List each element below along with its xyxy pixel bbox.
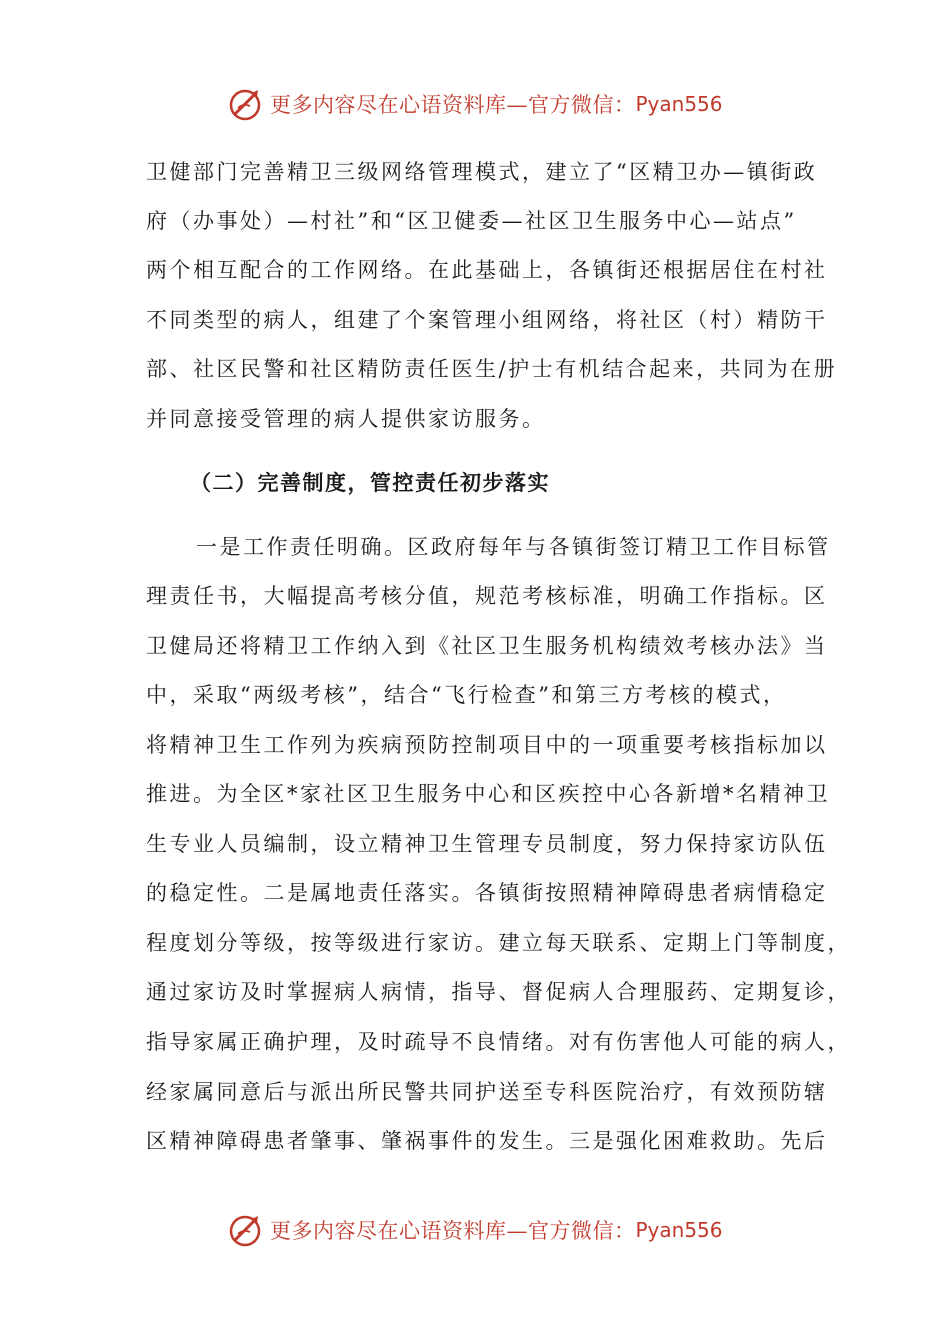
text-line: 指导家属正确护理，及时疏导不良情绪。对有伤害他人可能的病人， [146, 1030, 851, 1054]
text-line: 的稳定性。二是属地责任落实。各镇街按照精神障碍患者病情稳定 [146, 881, 828, 905]
pen-logo-icon [228, 86, 264, 122]
text-line: 将精神卫生工作列为疾病预防控制项目中的一项重要考核指标加以 [146, 733, 828, 757]
text-line: 通过家访及时掌握病人病情，指导、督促病人合理服药、定期复诊， [146, 980, 851, 1004]
text-line: 经家属同意后与派出所民警共同护送至专科医院治疗，有效预防辖 [146, 1080, 828, 1104]
footer-watermark-banner [228, 1208, 748, 1252]
text-line: 府（办事处）—村社”和“区卫健委—社区卫生服务中心—站点” [146, 209, 797, 233]
text-line: 推进。为全区*家社区卫生服务中心和区疾控中心各新增*名精神卫 [146, 782, 830, 806]
banner-text: 更多内容尽在心语资料库—官方微信： [270, 93, 636, 117]
banner-wechat-id: Pyan556 [635, 1218, 723, 1242]
text-line: 两个相互配合的工作网络。在此基础上，各镇街还根据居住在村社 [146, 258, 828, 282]
text-line: 并同意接受管理的病人提供家访服务。 [146, 407, 546, 431]
header-watermark-banner [228, 82, 748, 126]
text-line: 理责任书，大幅提高考核分值，规范考核标准，明确工作指标。区 [146, 584, 828, 608]
text-line: 生专业人员编制，设立精神卫生管理专员制度，努力保持家访队伍 [146, 832, 828, 856]
text-line: 一是工作责任明确。区政府每年与各镇街签订精卫工作目标管 [196, 535, 831, 559]
text-line: 程度划分等级，按等级进行家访。建立每天联系、定期上门等制度， [146, 931, 851, 955]
pen-logo-icon [228, 1212, 264, 1248]
text-line: 区精神障碍患者肇事、肇祸事件的发生。三是强化困难救助。先后 [146, 1129, 828, 1153]
section-heading: （二）完善制度，管控责任初步落实 [190, 471, 550, 495]
text-line: 卫健部门完善精卫三级网络管理模式，建立了“区精卫办—镇街政 [146, 160, 818, 184]
banner-wechat-id: Pyan556 [635, 92, 723, 116]
text-line: 不同类型的病人，组建了个案管理小组网络，将社区（村）精防干 [146, 308, 828, 332]
text-line: 卫健局还将精卫工作纳入到《社区卫生服务机构绩效考核办法》当 [146, 634, 828, 658]
banner-text: 更多内容尽在心语资料库—官方微信： [270, 1219, 636, 1243]
text-line: 中，采取“两级考核”，结合“飞行检查”和第三方考核的模式， [146, 683, 787, 707]
text-line: 部、社区民警和社区精防责任医生/护士有机结合起来，共同为在册 [146, 357, 838, 381]
